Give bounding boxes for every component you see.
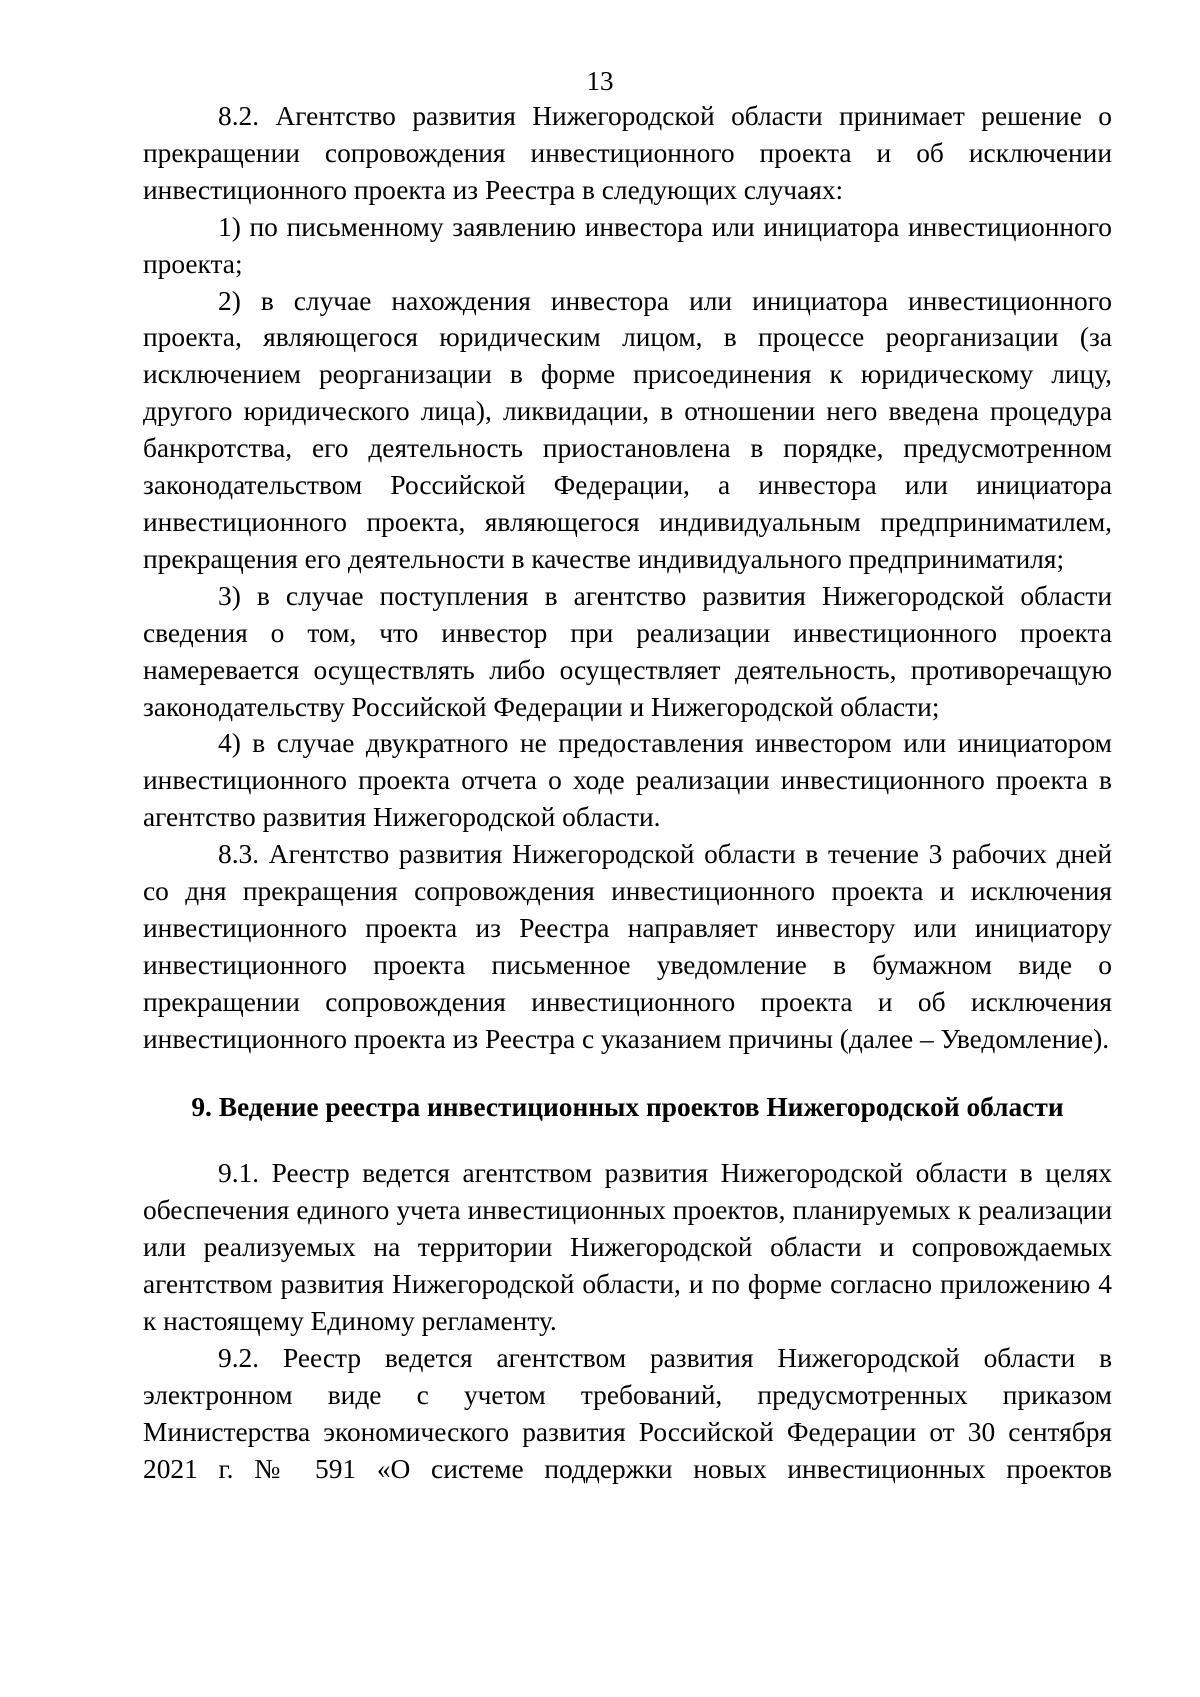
document-body [143,98,1112,1488]
list-item-3: 3) в случае поступления в агентство развития Нижегородской области сведения о том, что инвестор при реализации инвестиционного проекта намеревается осуществлять либо осуществляет деятельность, противоречащую законодательству Российской Федерации и Нижегородской области; [143,580,1112,722]
section-9-heading: 9. Ведение реестра инвестиционных проектов Нижегородской области [191,1091,1064,1122]
list-item-2: 2) в случае нахождения инвестора или инициатора инвестиционного проекта, являющегося юридическим лицом, в процессе реорганизации (за исключением реорганизации в форме присоединения к юридическому лицу, другого юридического лица), ликвидации, в отношении него введена процедура банкротства, его деятельность приостановлена в порядке, предусмотренном законодательством Российской Федерации, а инвестора или инициатора инвестиционного проекта, являющегося индивидуальным предприниматилем, прекращения его деятельности в качестве индивидуального предприниматиля; [143,285,1112,574]
list-item-4: 4) в случае двукратного не предоставления инвестором или инициатором инвестиционного проекта отчета о ходе реализации инвестиционного проекта в агентство развития Нижегородской области. [143,728,1112,833]
paragraph-8-2: 8.2. Агентство развития Нижегородской области принимает решение о прекращении сопровождения инвестиционного проекта и об исключении инвестиционного проекта из Реестра в следующих случаях: [143,101,1112,205]
paragraph-8-3: 8.3. Агентство развития Нижегородской области в течение 3 рабочих дней со дня прекращения сопровождения инвестиционного проекта и исключения инвестиционного проекта из Реестра направляет инвестору или инициатору инвестиционного проекта письменное уведомление в бумажном виде о прекращении сопровождения инвестиционного проекта и об исключения инвестиционного проекта из Реестра с указанием причины (далее – Уведомление). [143,839,1112,1054]
paragraph-9-1: 9.1. Реестр ведется агентством развития Нижегородской области в целях обеспечения единого учета инвестиционных проектов, планируемых к реализации или реализуемых на территории Нижегородской области и сопровождаемых агентством развития Нижегородской области, и по форме согласно приложению 4 к настоящему Единому регламенту. [143,1158,1112,1337]
paragraph-9-2: 9.2. Реестр ведется агентством развития Нижегородской области в электронном виде с учетом требований, предусмотренных приказом Министерства экономического развития Российской Федерации от 30 сентября 2021 г. № 591 «О системе поддержки новых инвестиционных проектов [143,1343,1112,1484]
list-item-1: 1) по письменному заявлению инвестора или инициатора инвестиционного проекта; [143,211,1112,279]
page-number: 13 [586,66,614,96]
